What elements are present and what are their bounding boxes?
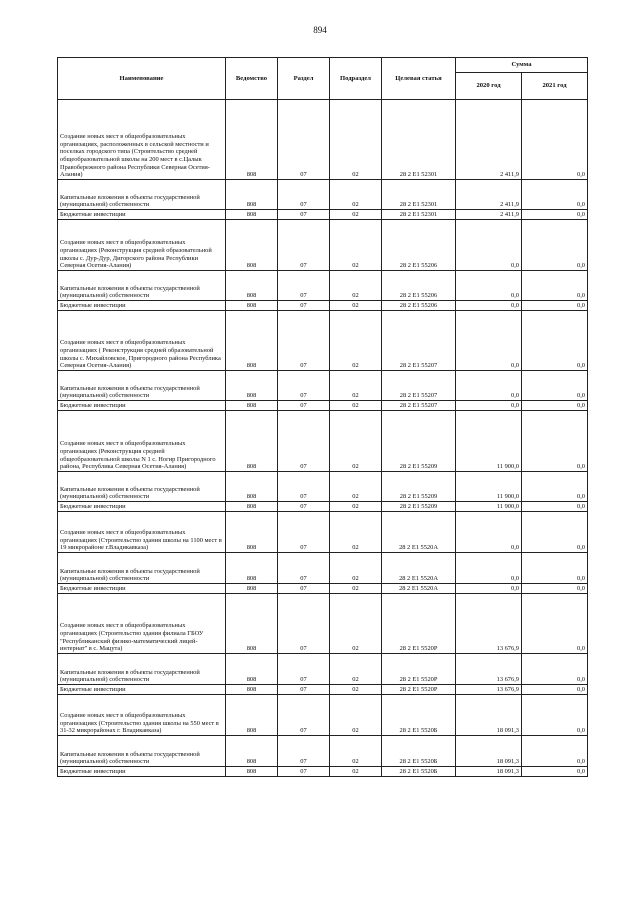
cell-subsection: 02	[330, 594, 382, 654]
header-section: Раздел	[278, 58, 330, 100]
cell-section: 07	[278, 695, 330, 736]
cell-section: 07	[278, 180, 330, 210]
cell-sum-2021: 0,0	[522, 695, 588, 736]
cell-sum-2020: 2 411,9	[456, 180, 522, 210]
table-row	[58, 736, 588, 767]
cell-sum-2020: 13 676,9	[456, 594, 522, 654]
cell-target-item: 28 2 E1 52301	[382, 180, 456, 210]
cell-sum-2021: 0,0	[522, 594, 588, 654]
cell-section: 07	[278, 736, 330, 767]
cell-target-item: 28 2 E1 55209	[382, 472, 456, 502]
header-department: Ведомство	[226, 58, 278, 100]
cell-name: Бюджетные инвестиции	[58, 301, 226, 311]
cell-sum-2020: 0,0	[456, 512, 522, 553]
cell-department: 808	[226, 301, 278, 311]
cell-name: Бюджетные инвестиции	[58, 584, 226, 594]
cell-sum-2020: 13 676,9	[456, 654, 522, 685]
cell-subsection: 02	[330, 311, 382, 371]
cell-sum-2021: 0,0	[522, 767, 588, 777]
cell-department: 808	[226, 594, 278, 654]
page-number: 894	[313, 25, 327, 35]
cell-section: 07	[278, 472, 330, 502]
cell-sum-2020: 11 900,0	[456, 502, 522, 512]
cell-sum-2021: 0,0	[522, 685, 588, 695]
cell-section: 07	[278, 512, 330, 553]
header-row-1	[58, 58, 588, 73]
cell-section: 07	[278, 553, 330, 584]
cell-target-item: 28 2 E1 5520A	[382, 553, 456, 584]
cell-sum-2021: 0,0	[522, 553, 588, 584]
cell-department: 808	[226, 401, 278, 411]
cell-department: 808	[226, 767, 278, 777]
cell-name: Бюджетные инвестиции	[58, 767, 226, 777]
table-row	[58, 685, 588, 695]
cell-sum-2020: 18 091,3	[456, 767, 522, 777]
cell-name: Капитальные вложения в объекты государственной (муниципальной) собственности	[58, 553, 226, 584]
cell-department: 808	[226, 210, 278, 220]
cell-sum-2021: 0,0	[522, 100, 588, 180]
cell-sum-2021: 0,0	[522, 271, 588, 301]
cell-department: 808	[226, 736, 278, 767]
table-row	[58, 767, 588, 777]
cell-target-item: 28 2 E1 55207	[382, 311, 456, 371]
cell-name: Капитальные вложения в объекты государственной (муниципальной) собственности	[58, 654, 226, 685]
cell-subsection: 02	[330, 685, 382, 695]
cell-subsection: 02	[330, 180, 382, 210]
cell-name: Бюджетные инвестиции	[58, 210, 226, 220]
cell-target-item: 28 2 E1 52301	[382, 100, 456, 180]
cell-sum-2020: 18 091,3	[456, 736, 522, 767]
header-year-2021: 2021 год	[522, 73, 588, 100]
cell-section: 07	[278, 767, 330, 777]
cell-section: 07	[278, 594, 330, 654]
cell-name: Создание новых мест в общеобразовательных организациях (Строительство здания школы на 1100 мест в 19 микрорайоне г.Владикавказа)	[58, 512, 226, 553]
cell-subsection: 02	[330, 512, 382, 553]
cell-sum-2021: 0,0	[522, 401, 588, 411]
cell-target-item: 28 2 E1 55207	[382, 401, 456, 411]
cell-target-item: 28 2 E1 55209	[382, 411, 456, 472]
cell-sum-2021: 0,0	[522, 210, 588, 220]
cell-target-item: 28 2 E1 5520A	[382, 512, 456, 553]
cell-name: Создание новых мест в общеобразовательных организациях (Реконструкция средней образовательной школы с. Дур-Дур, Дигорского района Республики Северная Осетия-Алания)	[58, 220, 226, 271]
cell-subsection: 02	[330, 220, 382, 271]
cell-sum-2021: 0,0	[522, 654, 588, 685]
cell-sum-2020: 13 676,9	[456, 685, 522, 695]
cell-section: 07	[278, 210, 330, 220]
table-row	[58, 180, 588, 210]
cell-department: 808	[226, 371, 278, 401]
cell-sum-2020: 0,0	[456, 371, 522, 401]
table-row	[58, 311, 588, 371]
cell-section: 07	[278, 685, 330, 695]
cell-sum-2021: 0,0	[522, 512, 588, 553]
cell-target-item: 28 2 E1 52301	[382, 210, 456, 220]
table-row	[58, 411, 588, 472]
cell-name: Капитальные вложения в объекты государственной (муниципальной) собственности	[58, 271, 226, 301]
cell-target-item: 28 2 E1 5520P	[382, 685, 456, 695]
table-row	[58, 512, 588, 553]
header-year-2020: 2020 год	[456, 73, 522, 100]
cell-target-item: 28 2 E1 55209	[382, 502, 456, 512]
table-row	[58, 502, 588, 512]
cell-department: 808	[226, 553, 278, 584]
cell-sum-2020: 0,0	[456, 271, 522, 301]
cell-department: 808	[226, 220, 278, 271]
cell-section: 07	[278, 654, 330, 685]
table-row	[58, 472, 588, 502]
cell-name: Бюджетные инвестиции	[58, 685, 226, 695]
cell-name: Создание новых мест в общеобразовательных организациях (Строительство здания школы на 550 мест в 31-32 микрорайонах г. Владикавказа)	[58, 695, 226, 736]
cell-department: 808	[226, 311, 278, 371]
cell-target-item: 28 2 E1 5520P	[382, 594, 456, 654]
cell-department: 808	[226, 695, 278, 736]
cell-sum-2020: 0,0	[456, 220, 522, 271]
cell-section: 07	[278, 271, 330, 301]
table-row	[58, 301, 588, 311]
cell-subsection: 02	[330, 584, 382, 594]
cell-target-item: 28 2 E1 5520Б	[382, 767, 456, 777]
cell-name: Капитальные вложения в объекты государственной (муниципальной) собственности	[58, 736, 226, 767]
cell-sum-2021: 0,0	[522, 220, 588, 271]
cell-department: 808	[226, 512, 278, 553]
cell-department: 808	[226, 180, 278, 210]
cell-section: 07	[278, 502, 330, 512]
cell-subsection: 02	[330, 654, 382, 685]
cell-target-item: 28 2 E1 5520P	[382, 654, 456, 685]
cell-sum-2020: 18 091,3	[456, 695, 522, 736]
cell-subsection: 02	[330, 271, 382, 301]
cell-sum-2020: 0,0	[456, 553, 522, 584]
cell-department: 808	[226, 685, 278, 695]
cell-sum-2020: 11 900,0	[456, 472, 522, 502]
table-row	[58, 594, 588, 654]
table-row	[58, 654, 588, 685]
table-row	[58, 271, 588, 301]
cell-sum-2021: 0,0	[522, 584, 588, 594]
cell-target-item: 28 2 E1 55207	[382, 371, 456, 401]
budget-table	[57, 57, 588, 777]
cell-department: 808	[226, 654, 278, 685]
cell-sum-2021: 0,0	[522, 502, 588, 512]
header-subsection: Подраздел	[330, 58, 382, 100]
cell-subsection: 02	[330, 695, 382, 736]
cell-sum-2020: 2 411,9	[456, 100, 522, 180]
cell-section: 07	[278, 220, 330, 271]
header-name: Наименование	[58, 58, 226, 100]
cell-subsection: 02	[330, 401, 382, 411]
cell-sum-2020: 0,0	[456, 584, 522, 594]
table-row	[58, 220, 588, 271]
cell-sum-2021: 0,0	[522, 736, 588, 767]
cell-name: Создание новых мест в общеобразовательных организациях (Строительство здания филиала ГБОУ "Республиканский физико-математический лицей-интернат" в с. Мацута)	[58, 594, 226, 654]
cell-sum-2020: 0,0	[456, 401, 522, 411]
cell-department: 808	[226, 271, 278, 301]
cell-subsection: 02	[330, 553, 382, 584]
cell-sum-2021: 0,0	[522, 371, 588, 401]
cell-subsection: 02	[330, 472, 382, 502]
cell-sum-2021: 0,0	[522, 311, 588, 371]
cell-target-item: 28 2 E1 55206	[382, 301, 456, 311]
table-row	[58, 371, 588, 401]
cell-name: Создание новых мест в общеобразовательных организациях, расположенных в сельской местности и поселках городского типа (Строительство средней общеобразовательной школы на 200 мест в с.Цалык Правобережного района Республики Северная Осетия-Алания)	[58, 100, 226, 180]
cell-name: Капитальные вложения в объекты государственной (муниципальной) собственности	[58, 472, 226, 502]
cell-target-item: 28 2 E1 5520Б	[382, 695, 456, 736]
table-body	[58, 100, 588, 777]
cell-sum-2020: 0,0	[456, 311, 522, 371]
header-sum: Сумма	[456, 58, 588, 73]
cell-sum-2021: 0,0	[522, 180, 588, 210]
cell-name: Создание новых мест в общеобразовательных организациях (Реконструкция средней общеобразовательной школы N 1 с. Ногир Пригородного района, Республика Северная Осетия-Алания)	[58, 411, 226, 472]
cell-sum-2020: 2 411,9	[456, 210, 522, 220]
cell-name: Создание новых мест в общеобразовательных организациях ( Реконструкция средней образовательной школы с. Михайловское, Пригородного района Республика Северная Осетия-Алания)	[58, 311, 226, 371]
cell-section: 07	[278, 584, 330, 594]
cell-department: 808	[226, 411, 278, 472]
cell-sum-2020: 0,0	[456, 301, 522, 311]
cell-section: 07	[278, 301, 330, 311]
cell-subsection: 02	[330, 411, 382, 472]
cell-sum-2021: 0,0	[522, 411, 588, 472]
cell-subsection: 02	[330, 210, 382, 220]
cell-subsection: 02	[330, 736, 382, 767]
cell-sum-2021: 0,0	[522, 472, 588, 502]
cell-sum-2021: 0,0	[522, 301, 588, 311]
table-row	[58, 210, 588, 220]
cell-target-item: 28 2 E1 5520Б	[382, 736, 456, 767]
cell-name: Капитальные вложения в объекты государственной (муниципальной) собственности	[58, 180, 226, 210]
header-target-item: Целевая статья	[382, 58, 456, 100]
table-row	[58, 695, 588, 736]
cell-department: 808	[226, 472, 278, 502]
cell-department: 808	[226, 502, 278, 512]
cell-section: 07	[278, 311, 330, 371]
cell-section: 07	[278, 411, 330, 472]
cell-section: 07	[278, 371, 330, 401]
table-row	[58, 401, 588, 411]
cell-subsection: 02	[330, 301, 382, 311]
cell-name: Капитальные вложения в объекты государственной (муниципальной) собственности	[58, 371, 226, 401]
cell-target-item: 28 2 E1 55206	[382, 220, 456, 271]
cell-section: 07	[278, 100, 330, 180]
cell-subsection: 02	[330, 502, 382, 512]
cell-subsection: 02	[330, 371, 382, 401]
cell-subsection: 02	[330, 767, 382, 777]
cell-sum-2020: 11 900,0	[456, 411, 522, 472]
table-row	[58, 584, 588, 594]
table-row	[58, 100, 588, 180]
cell-department: 808	[226, 100, 278, 180]
cell-target-item: 28 2 E1 5520A	[382, 584, 456, 594]
table-row	[58, 553, 588, 584]
cell-subsection: 02	[330, 100, 382, 180]
cell-target-item: 28 2 E1 55206	[382, 271, 456, 301]
cell-section: 07	[278, 401, 330, 411]
cell-name: Бюджетные инвестиции	[58, 401, 226, 411]
cell-department: 808	[226, 584, 278, 594]
cell-name: Бюджетные инвестиции	[58, 502, 226, 512]
